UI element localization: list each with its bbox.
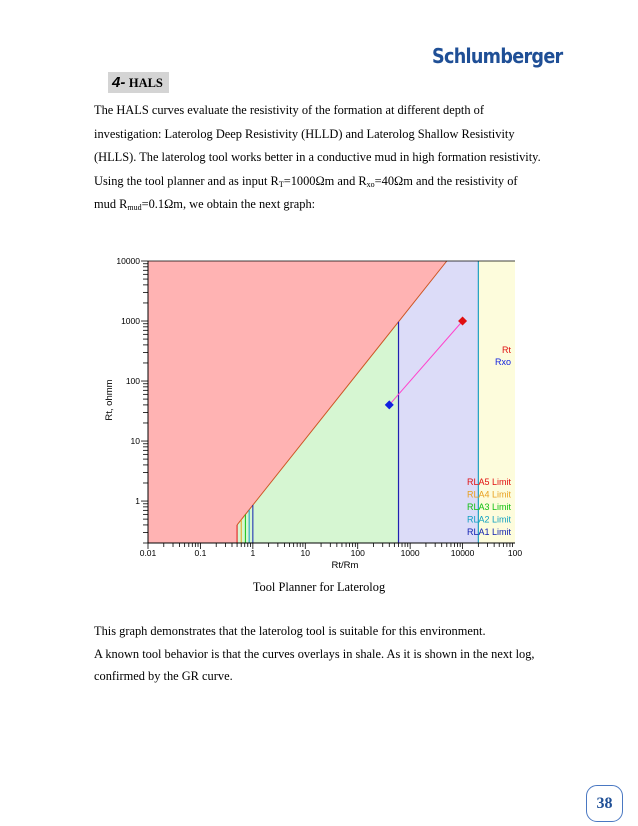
legend-limit-0: RLA5 Limit xyxy=(466,477,511,487)
rxo-subscript: xo xyxy=(366,179,375,189)
tool-planner-chart xyxy=(96,250,526,575)
page-number: 38 xyxy=(586,785,623,822)
x-tick-label: 1 xyxy=(250,548,256,558)
company-logo: Schlumberger xyxy=(432,44,563,68)
yellow-region xyxy=(478,261,515,543)
section-heading xyxy=(108,72,169,93)
intro-line-1: The HALS curves evaluate the resistivity of the formation at different depth of xyxy=(94,103,484,117)
intro-line-4b: =1000Ωm and R xyxy=(283,173,367,188)
y-tick-label: 1 xyxy=(135,496,140,507)
x-tick-label: 1000 xyxy=(400,548,420,558)
conclusion-paragraph xyxy=(94,620,554,688)
x-axis-label: Rt/Rm xyxy=(331,560,359,571)
intro-line-4a: Using the tool planner and as input R xyxy=(94,173,279,188)
legend-rt: Rt xyxy=(502,345,511,355)
y-tick-label: 10000 xyxy=(116,256,140,266)
x-tick-label: 100 xyxy=(350,548,365,558)
conclusion-line-2: A known tool behavior is that the curves overlays in shale. As it is shown in the next log, xyxy=(94,646,535,661)
y-tick-label: 10 xyxy=(130,436,140,447)
section-number: 4- xyxy=(112,74,126,91)
intro-line-2: investigation: Laterolog Deep Resistivity (HLLD) and Laterolog Shallow Resistivity xyxy=(94,126,515,141)
y-axis-label: Rt, ohmm xyxy=(104,379,115,421)
x-tick-label: 100 xyxy=(507,548,523,558)
legend-limit-2: RLA3 Limit xyxy=(466,502,511,512)
x-tick-label: 0.1 xyxy=(194,548,207,558)
figure-caption: Tool Planner for Laterolog xyxy=(252,580,386,594)
conclusion-line-3: confirmed by the GR curve. xyxy=(94,669,233,683)
intro-line-3: (HLLS). The laterolog tool works better in a conductive mud in high formation resistivity. xyxy=(94,150,541,164)
legend-limit-3: RLA2 Limit xyxy=(466,514,511,525)
section-title: HALS xyxy=(128,76,163,90)
y-tick-label: 100 xyxy=(125,376,140,387)
legend-rxo: Rxo xyxy=(494,357,511,367)
x-tick-label: 10 xyxy=(300,548,311,558)
x-tick-label: 0.01 xyxy=(139,548,157,558)
conclusion-line-1: This graph demonstrates that the laterolog tool is suitable for this environment. xyxy=(94,624,486,638)
intro-line-4c: =40Ωm and the resistivity of xyxy=(374,173,518,188)
intro-line-5b: =0.1Ωm, we obtain the next graph: xyxy=(141,197,316,211)
legend-limit-4: RLA1 Limit xyxy=(466,527,511,537)
y-tick-label: 1000 xyxy=(121,316,140,327)
rt-subscript: T xyxy=(278,179,284,189)
x-tick-label: 10000 xyxy=(450,548,475,558)
intro-line-5a: mud R xyxy=(94,197,128,211)
intro-paragraph xyxy=(94,99,554,217)
legend-limit-1: RLA4 Limit xyxy=(466,489,511,500)
rmud-subscript: mud xyxy=(127,203,142,212)
